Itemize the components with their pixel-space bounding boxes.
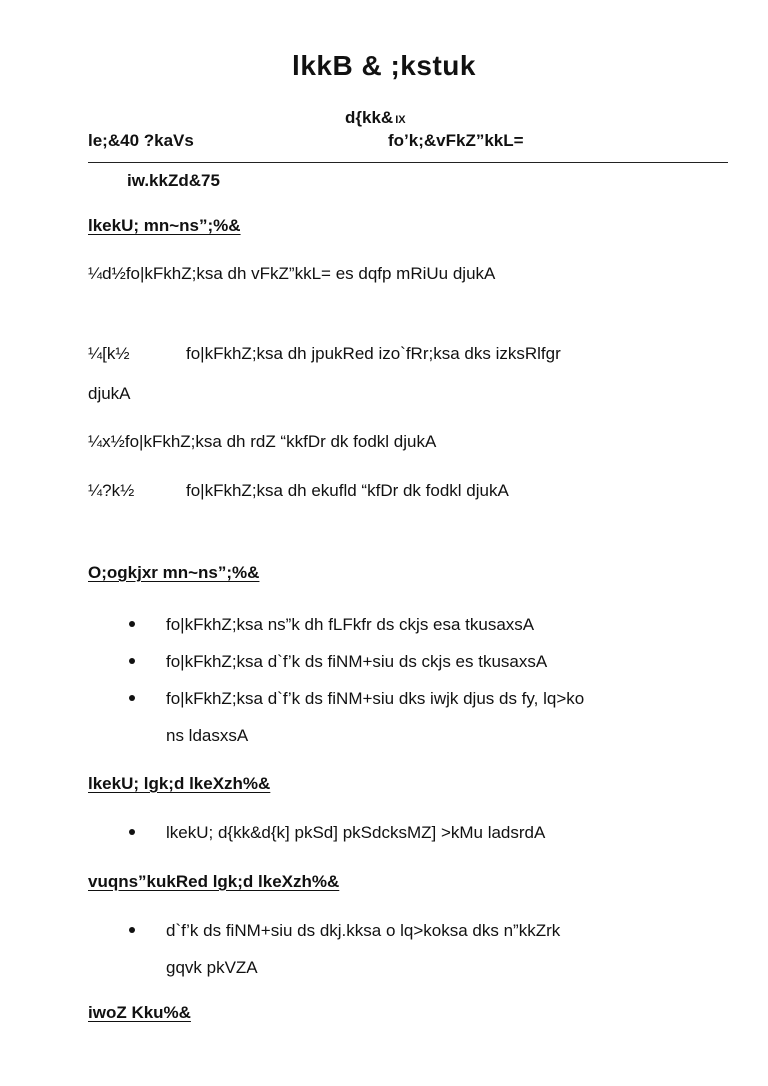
header-divider [88,162,728,163]
previous-knowledge-heading: iwoZ Kku%& [88,1003,191,1022]
class-info [345,108,406,128]
objective-label: ¼[k½ [88,344,130,363]
objective-label: ¼?k½ [88,481,135,500]
objective-text: fo|kFkhZ;ksa dh ekufld “kfDr dk fodkl djukA [186,481,509,500]
general-aids-list [127,814,707,851]
general-aids-heading: lkekU; lgk;d lkeXzh%& [88,774,271,793]
class-value: IX [395,114,406,126]
objective-text: fo|kFkhZ;ksa dh vFkZ”kkL= es dqfp mRiUu djukA [125,264,496,283]
general-objectives-heading: lkekU; mn~ns”;%& [88,216,241,235]
list-item-continuation: gqvk pkVZA [166,958,258,977]
objective-text: fo|kFkhZ;ksa dh rdZ “kkfDr dk fodkl djukA [124,432,437,451]
list-item: fo|kFkhZ;ksa d`f’k ds fiNM+siu dks iwjk djus ds fy, lq>ko [127,680,707,717]
specific-objectives-list [127,606,707,754]
bullet-icon [129,829,135,835]
bullet-icon [129,658,135,664]
objective-item [88,264,495,284]
class-label: d{kk& [345,108,394,127]
list-item: lkekU; d{kk&d{k] pkSd] pkSdcksMZ] >kMu ladsrdA [127,814,707,851]
special-aids-heading: vuqns”kukRed lgk;d lkeXzh%& [88,872,340,891]
list-item: fo|kFkhZ;ksa ns”k dh fLFkfr ds ckjs esa tkusaxsA [127,606,707,643]
objective-item [88,432,436,452]
objective-label: ¼d½ [88,264,126,283]
objective-continuation: djukA [88,384,131,403]
bullet-icon [129,621,135,627]
page-title: lkkB & ;kstuk [292,50,476,81]
objective-item [88,344,561,364]
list-item: d`f’k ds fiNM+siu ds dkj.kksa o lq>koksa dks n”kkZrk [127,912,707,949]
objective-text: fo|kFkhZ;ksa dh jpukRed izo`fRr;ksa dks izksRlfgr [186,344,561,363]
list-item-continuation: ns ldasxsA [166,726,249,745]
time-info: le;&40 ?kaVs [88,131,194,150]
list-item: fo|kFkhZ;ksa d`f’k ds fiNM+siu ds ckjs es tkusaxsA [127,643,707,680]
special-aids-list [127,912,707,986]
objective-item [88,481,509,501]
objective-label: ¼x½ [88,432,125,451]
subject-info: fo’k;&vFkZ”kkL= [388,131,524,150]
bullet-icon [129,695,135,701]
specific-objectives-heading: O;ogkjxr mn~ns”;%& [88,563,260,582]
bullet-icon [129,927,135,933]
marks-info: iw.kkZd&75 [127,171,220,190]
